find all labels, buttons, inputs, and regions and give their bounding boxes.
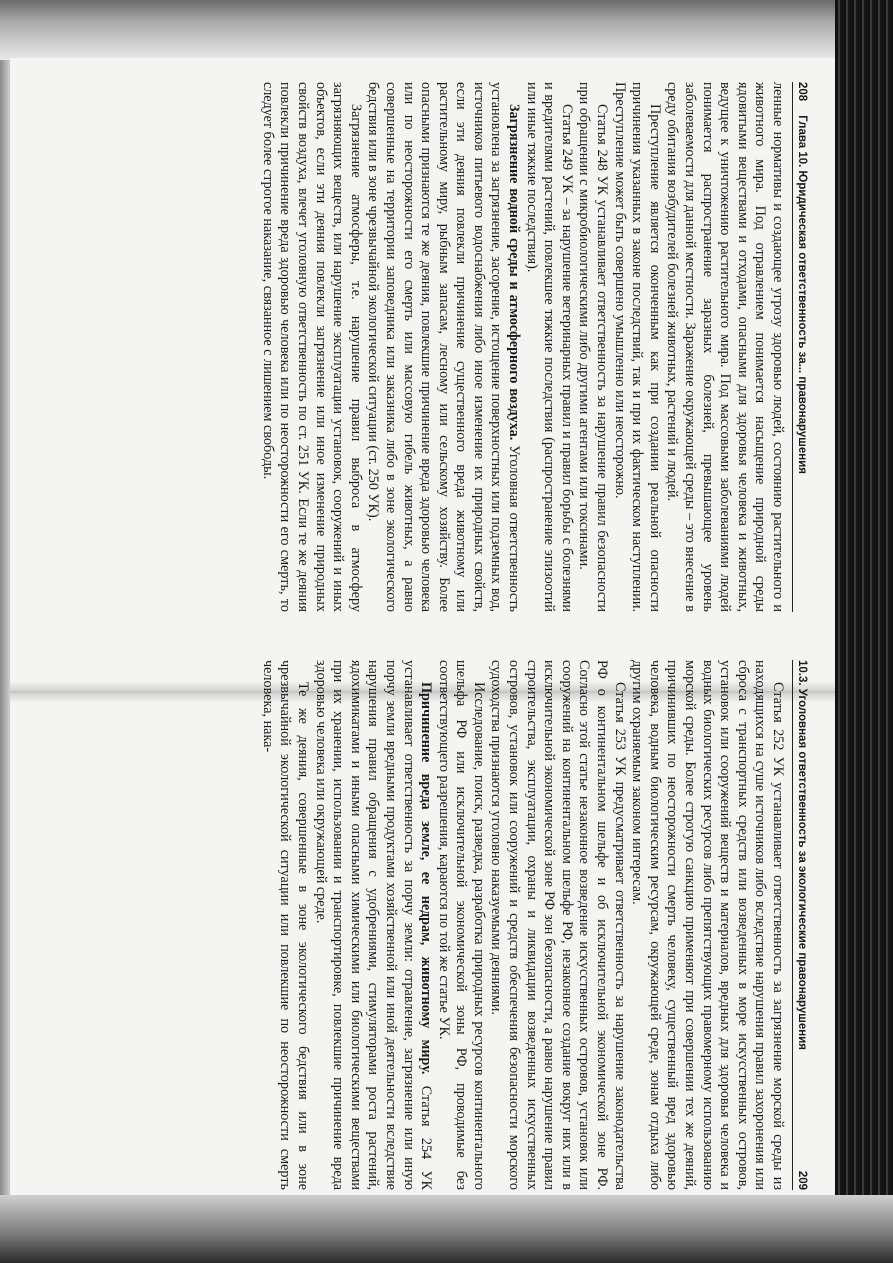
paragraph: Загрязнение атмосферы, т.е. нарушение правил выброса в атмосферу загрязняющих веществ, или нарушение эксплуатации установок, сооружений и иных объектов, если эти деяния повлекли загрязнение или иное изменение природных свойств воздуха, влечет уголовную ответственность по ст. 251 УК. Если те же деяния повлекли причинение вреда здоровью человека или по неосторожности его смерть, то следует более строгое наказание, связанное с лишением свободы. — [259, 82, 364, 612]
scanner-shadow-bottom — [0, 1195, 893, 1263]
paragraph: Те же деяния, совершенные в зоне экологического бедствия или в зоне чрезвычайной экологической ситуации или повлекшие по неосторожности смерть человека, нака- — [259, 660, 311, 1190]
paragraph-with-heading: Загрязнение водной среды и атмосферного воздуха. Уголовная ответственность установлена за загрязнение, засорение, истощение поверхностных или подземных вод, источников питьевого водоснабжения либо иное изменение их природных свойств, если эти деяния повлекли причинение существенного вреда животному или растительному миру, рыбным запасам, лесному или сельскому хозяйству. Более опасными признаются те же деяния, повлекшие причинение вреда здоровью человека или по неосторожности его смерть или массовую гибель животных, а равно совершенные на территории заповедника или заказника либо в зоне экологического бедствия или в зоне чрезвычайной экологической ситуации (ст. 250 УК). — [365, 82, 523, 612]
running-header — [792, 82, 808, 612]
page-body — [258, 82, 786, 612]
scanner-shadow-top — [0, 0, 893, 60]
scanner-shadow-left — [0, 60, 10, 1195]
page-209 — [38, 660, 808, 1190]
page-208 — [38, 82, 808, 612]
paragraph-with-heading: Причинение вреда земле, ее недрам, животному миру. Статья 254 УК устанавливает ответственность за порчу земли: отравление, загрязнение или иную порчу земли вредными продуктами хозяйственной или иной деятельности вследствие нарушения правил обращения с удобрениями, стимуляторами роста растений, ядохимикатами и иными опасными химическими или биологическими веществами при их хранении, использовании и транспортировке, повлекшие причинение вреда здоровью человека или окружающей среде. — [312, 660, 435, 1190]
page-number: 209 — [796, 1170, 808, 1190]
section-heading: Причинение вреда земле, ее недрам, животному миру. — [418, 682, 435, 1075]
header-title: Глава 10. Юридическая ответственность за... правонарушения — [796, 115, 808, 475]
header-title: 10.3. Уголовная ответственность за экологические правонарушения — [796, 660, 808, 1051]
paragraph: Статья 249 УК – за нарушение ветеринарных правил и правил борьбы с болезнями и вредителями растений, повлекшее тяжкие последствия (распространение эпизоотий или иные тяжкие последствия). — [523, 82, 575, 612]
paragraph: Статья 248 УК устанавливает ответственность за нарушение правил безопасности при обращении с микробиологическими либо другими агентами или токсинами. — [576, 82, 611, 612]
paragraph: Исследование, поиск, разведка, разработка природных ресурсов континентального шельфа РФ или исключительной экономической зоны РФ, проводимые без соответствующего разрешения, караются по той же статье УК. — [435, 660, 487, 1190]
paragraph: Статья 253 УК предусматривает ответственность за нарушение законодательства РФ о континентальном шельфе и об исключительной экономической зоне РФ. Согласно этой статье незаконное возведение искусственных островов, установок или сооружений на континентальном шельфе РФ, незаконное создание вокруг них или в исключительной экономической зоне РФ зон безопасности, а равно нарушение правил строительства, эксплуатации, охраны и ликвидации возведенных искусственных островов, установок или сооружений и средств обеспечения безопасности морского судоходства признаются уголовно наказуемыми деяниями. — [488, 660, 628, 1190]
paragraph: Статья 252 УК устанавливает ответственность за загрязнение морской среды из находящихся на суше источников либо вследствие нарушения правил захоронения или сброса с транспортных средств или возведенных в море искусственных островов, установок или сооружений веществ и материалов, вредных для здоровья человека и водных биологических ресурсов либо препятствующих правомерному использованию морской среды. Более строгую санкцию применяют при совершении тех же деяний, причинивших по неосторожности смерть человеку, существенный вред здоровью человека, водным биологическим ресурсам, окружающей среде, зонам отдыха либо другим охраняемым законом интересам. — [629, 660, 786, 1190]
scanner-edge-right — [835, 0, 893, 1263]
page-body — [258, 660, 786, 1190]
paragraph: Преступление является оконченным как при создании реальной опасности причинения указанных в законе последствий, так и при их фактическом наступлении. Преступление может быть совершено умышленно или неосторожно. — [611, 82, 663, 612]
section-heading: Загрязнение водной среды и атмосферного воздуха. — [506, 104, 523, 441]
running-header — [792, 660, 808, 1190]
paragraph: ленные нормативы и создающее угрозу здоровью людей, состоянию растительного и животного мира. Под отравлением понимается насыщение природной среды ядовитыми веществами и отходами, опасными для здоровья человека и животных, ведущее к уничтожению растительного мира. Под массовыми заболеваниями людей понимается распространение заразных болезней, превышающее уровень заболеваемости для данной местности. Заражение окружающей среды – это внесение в среду обитания возбудителей болезней животных, растений и людей. — [664, 82, 786, 612]
page-number: 208 — [796, 82, 808, 102]
